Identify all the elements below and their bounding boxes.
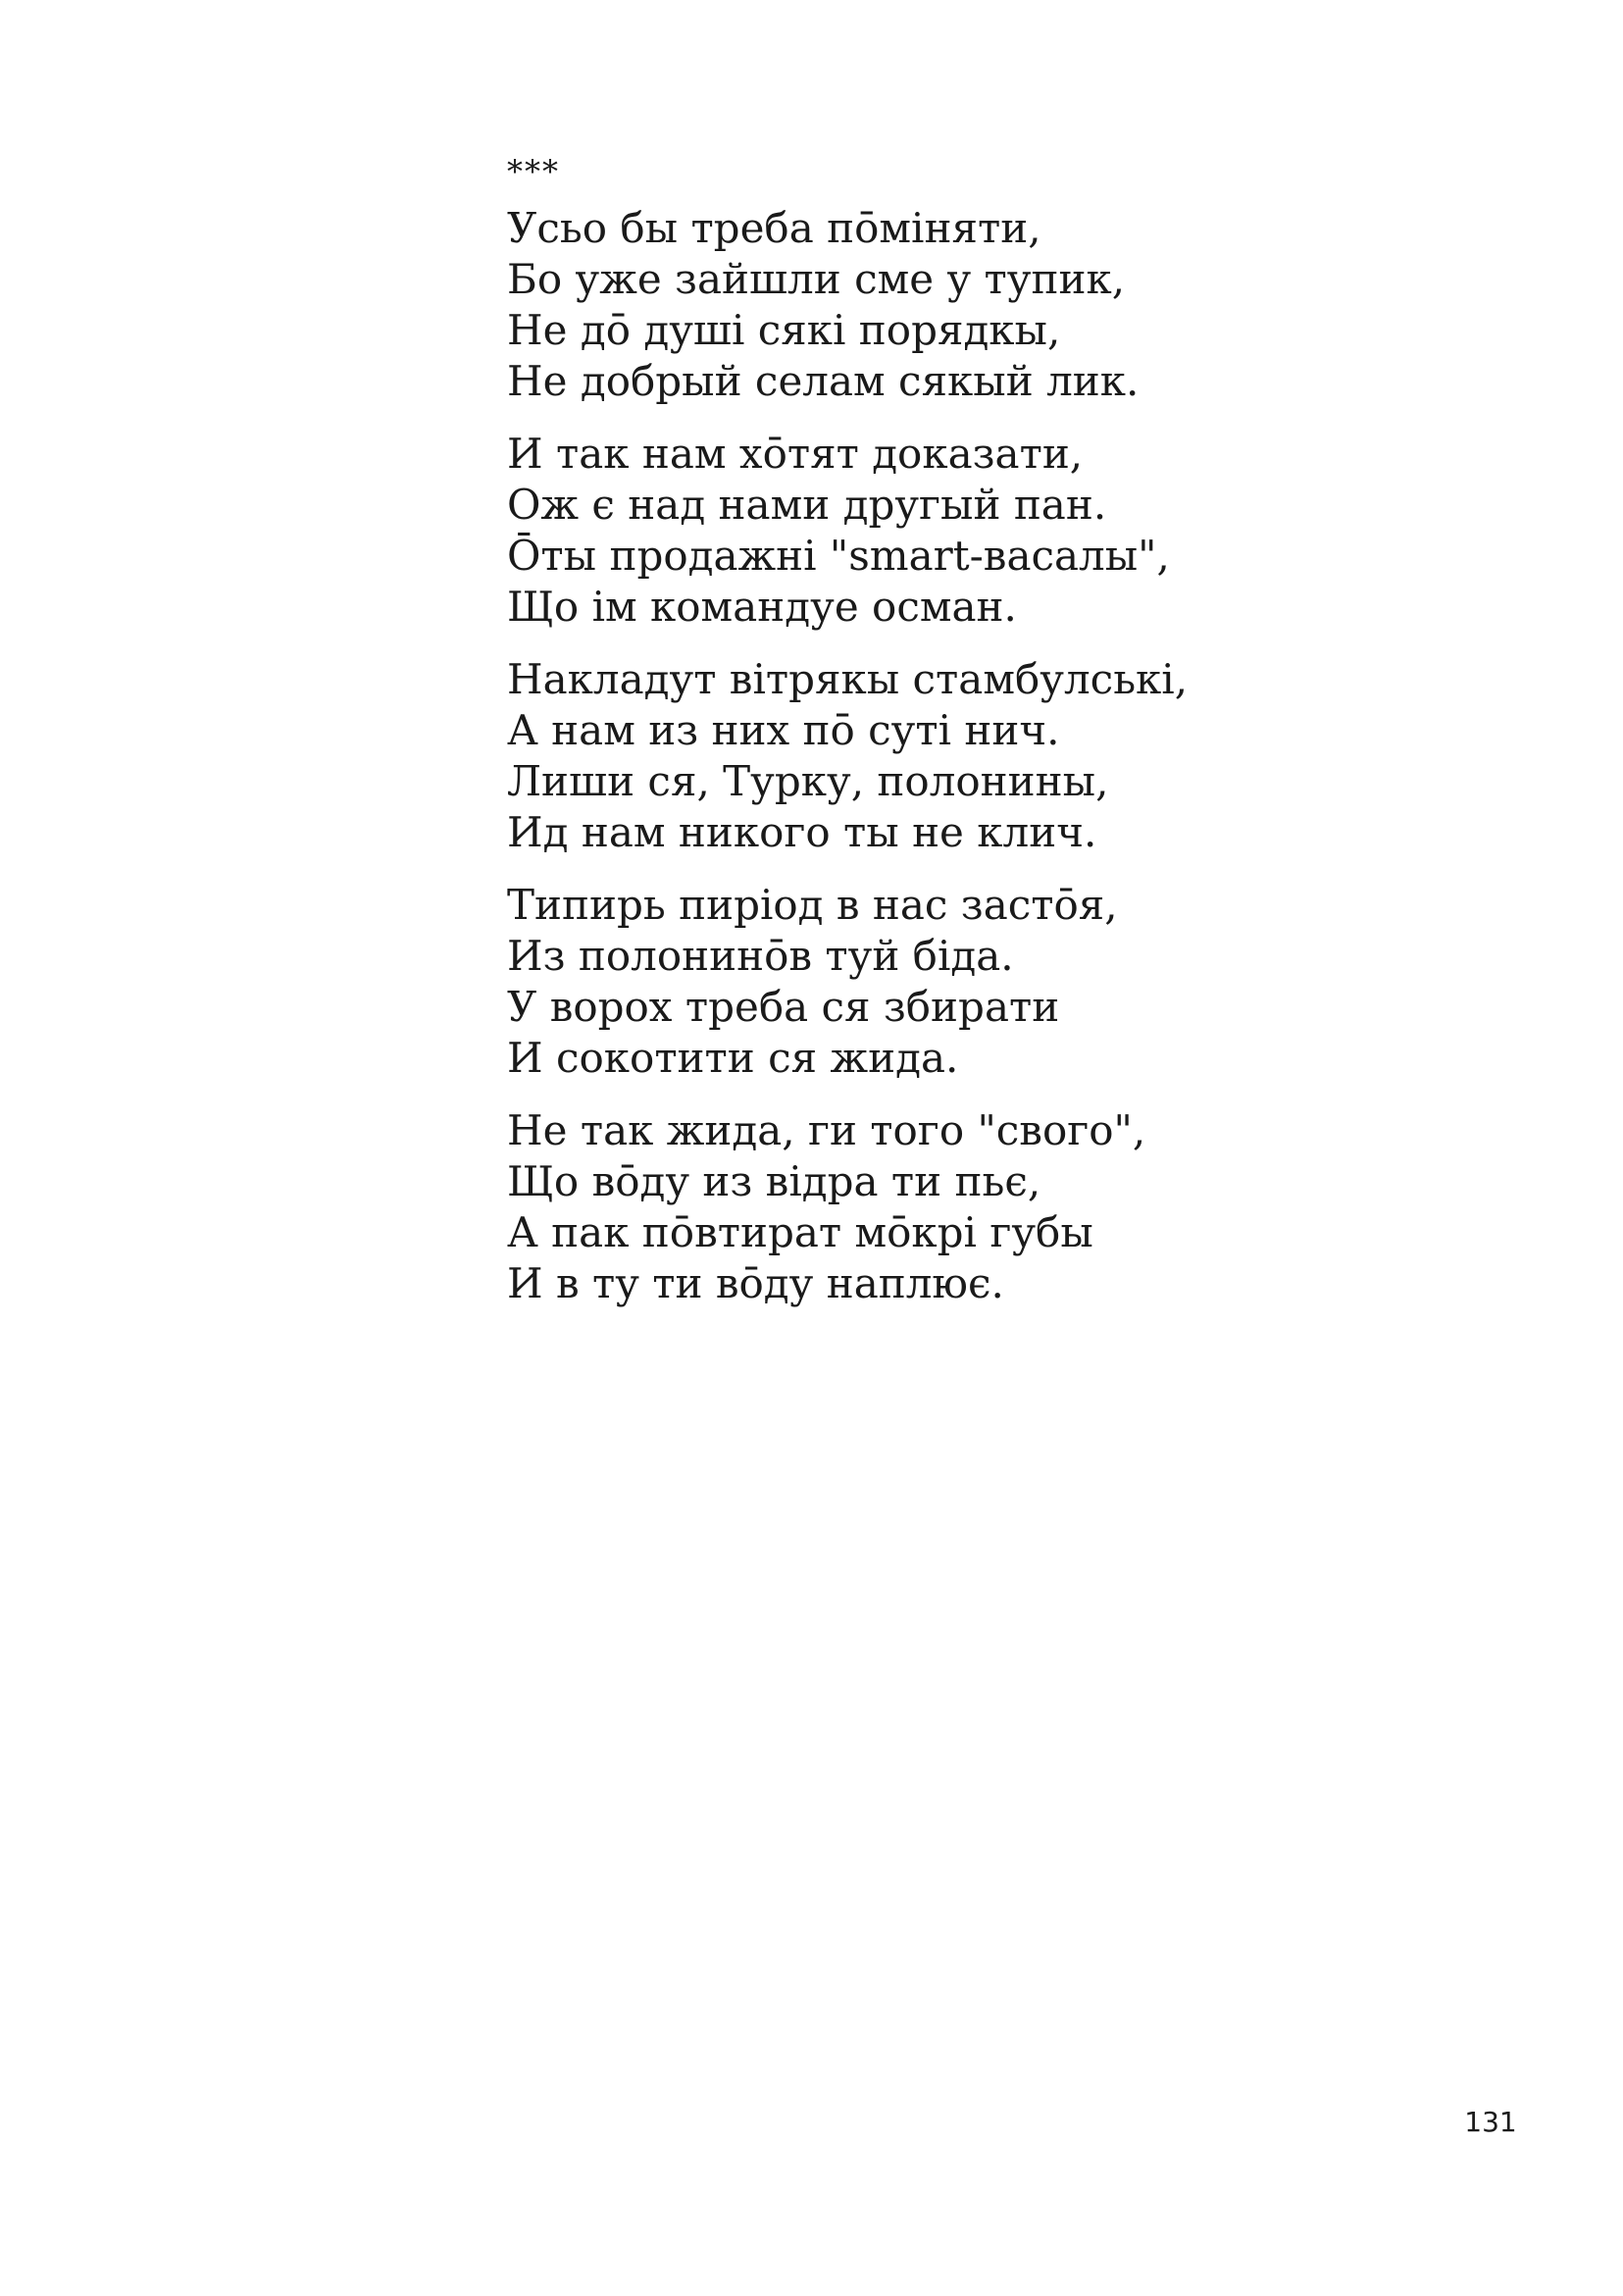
poem-line: Ож є над нами другый пан. — [507, 481, 1107, 529]
stanza-3 — [507, 654, 1390, 858]
poem-line: Ид нам никого ты не клич. — [507, 808, 1097, 856]
poem-line: Що ім командуе осман. — [507, 583, 1017, 631]
stanza-4 — [507, 880, 1390, 1084]
poem-line: Бо уже зайшли сме у тупик, — [507, 255, 1126, 303]
page-number: 131 — [1464, 2106, 1517, 2138]
poem — [507, 142, 1390, 1331]
poem-line: Не добрый селам сякый лик. — [507, 357, 1140, 405]
stanza-5 — [507, 1105, 1390, 1309]
poem-line: И в ту ти вōду наплює. — [507, 1259, 1004, 1307]
poem-line: И так нам хōтят доказати, — [507, 430, 1084, 478]
poem-line: И сокотити ся жида. — [507, 1034, 959, 1082]
poem-title: *** — [507, 153, 560, 190]
poem-line: А нам из них пō суті нич. — [507, 706, 1060, 754]
poem-line: Не так жида, ги того "свого", — [507, 1106, 1146, 1154]
poem-line: А пак пōвтират мōкрі губы — [507, 1208, 1093, 1256]
poem-line: У ворох треба ся збирати — [507, 983, 1060, 1031]
poem-line: Лиши ся, Турку, полонины, — [507, 757, 1109, 805]
stanza-1 — [507, 203, 1390, 407]
poem-line: Из полонинōв туй біда. — [507, 932, 1014, 980]
poem-line: Усьо бы треба пōміняти, — [507, 204, 1041, 252]
stanza-2 — [507, 429, 1390, 633]
poem-line: Ōты продажні "smart-васалы", — [507, 532, 1170, 580]
poem-line: Накладут вітрякы стамбулські, — [507, 655, 1189, 703]
poem-line: Що вōду из відра ти пьє, — [507, 1157, 1041, 1205]
poem-line: Типирь пиріод в нас застōя, — [507, 881, 1118, 929]
poem-line: Не дō душі сякі порядкы, — [507, 306, 1061, 354]
